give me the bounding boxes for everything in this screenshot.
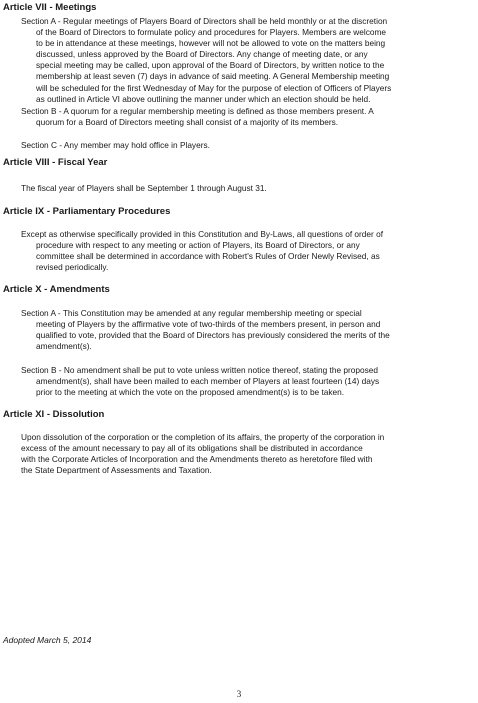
text-line: amendment(s), shall have been mailed to each member of Players at least fourteen (14) days: [36, 376, 380, 387]
text-line: committee shall be determined in accordance with Robert's Rules of Order Newly Revised, as: [36, 251, 380, 262]
text-line: Section B - A quorum for a regular membership meeting is defined as those members present. A: [21, 106, 374, 116]
article-ix-text: [21, 229, 383, 273]
text-line: to be in attendance at these meetings, however will not be allowed to vote on the matters being: [36, 38, 386, 49]
text-line: Section C - Any member may hold office in Players.: [21, 140, 210, 150]
text-line: amendment(s).: [36, 341, 92, 352]
adopted-date: Adopted March 5, 2014: [3, 635, 92, 645]
text-line: meeting of Players by the affirmative vote of two-thirds of the members present, in person and: [36, 319, 381, 330]
text-line: revised periodically.: [36, 262, 109, 273]
text-line: discussed, unless approved by the Board of Directors. Any change of meeting date, or any: [36, 49, 368, 60]
text-line: procedure with respect to any meeting or action of Players, its Board of Directors, or any: [36, 240, 360, 251]
text-line: with the Corporate Articles of Incorporation and the Amendments thereto as heretofore filed with: [21, 454, 373, 465]
text-line: of the Board of Directors to formulate policy and procedures for Players. Members are welcome: [36, 27, 387, 38]
article-vii-section-c: [21, 140, 210, 151]
article-x-section-a: [21, 308, 390, 352]
text-line: Section B - No amendment shall be put to vote unless written notice thereof, stating the proposed: [21, 365, 378, 375]
page-number: 3: [236, 689, 242, 699]
article-ix-heading: Article IX - Parliamentary Procedures: [3, 206, 171, 217]
article-viii-heading: Article VIII - Fiscal Year: [3, 157, 108, 168]
article-vii-section-a: [21, 16, 391, 105]
article-xi-heading: Article XI - Dissolution: [3, 409, 105, 420]
text-line: Except as otherwise specifically provided in this Constitution and By-Laws, all questions of order of: [21, 229, 384, 239]
text-line: special meeting may be called, upon approval of the Board of Directors, by written notice to the: [36, 60, 385, 71]
text-line: qualified to vote, provided that the Board of Directors has previously considered the merits of the: [36, 330, 390, 341]
text-line: the State Department of Assessments and Taxation.: [21, 465, 212, 476]
text-line: will be scheduled for the first Wednesday of May for the purpose of election of Officers of Players: [36, 82, 392, 93]
text-line: Section A - This Constitution may be amended at any regular membership meeting or special: [21, 308, 362, 318]
article-x-section-b: [21, 365, 379, 398]
article-vii-section-b: [21, 106, 374, 128]
text-line: membership at least seven (7) days in advance of said meeting. A General Membership meeting: [36, 71, 390, 82]
text-line: excess of the amount necessary to pay all of its obligations shall be distributed in accordance: [21, 443, 363, 454]
text-line: Upon dissolution of the corporation or the completion of its affairs, the property of the corporation in: [21, 432, 385, 442]
article-viii-text: [21, 183, 267, 194]
text-line: quorum for a Board of Directors meeting shall consist of a majority of its members.: [36, 117, 339, 128]
text-line: as outlined in Article VI above outlining the manner under which an election should be held.: [36, 93, 371, 104]
text-line: prior to the meeting at which the vote on the proposed amendment(s) is to be taken.: [36, 387, 345, 398]
text-line: The fiscal year of Players shall be September 1 through August 31.: [21, 183, 267, 193]
article-xi-text: [21, 432, 384, 476]
text-line: Section A - Regular meetings of Players Board of Directors shall be held monthly or at the discretion: [21, 16, 388, 26]
article-vii-heading: Article VII - Meetings: [3, 2, 97, 13]
article-x-heading: Article X - Amendments: [3, 284, 110, 295]
